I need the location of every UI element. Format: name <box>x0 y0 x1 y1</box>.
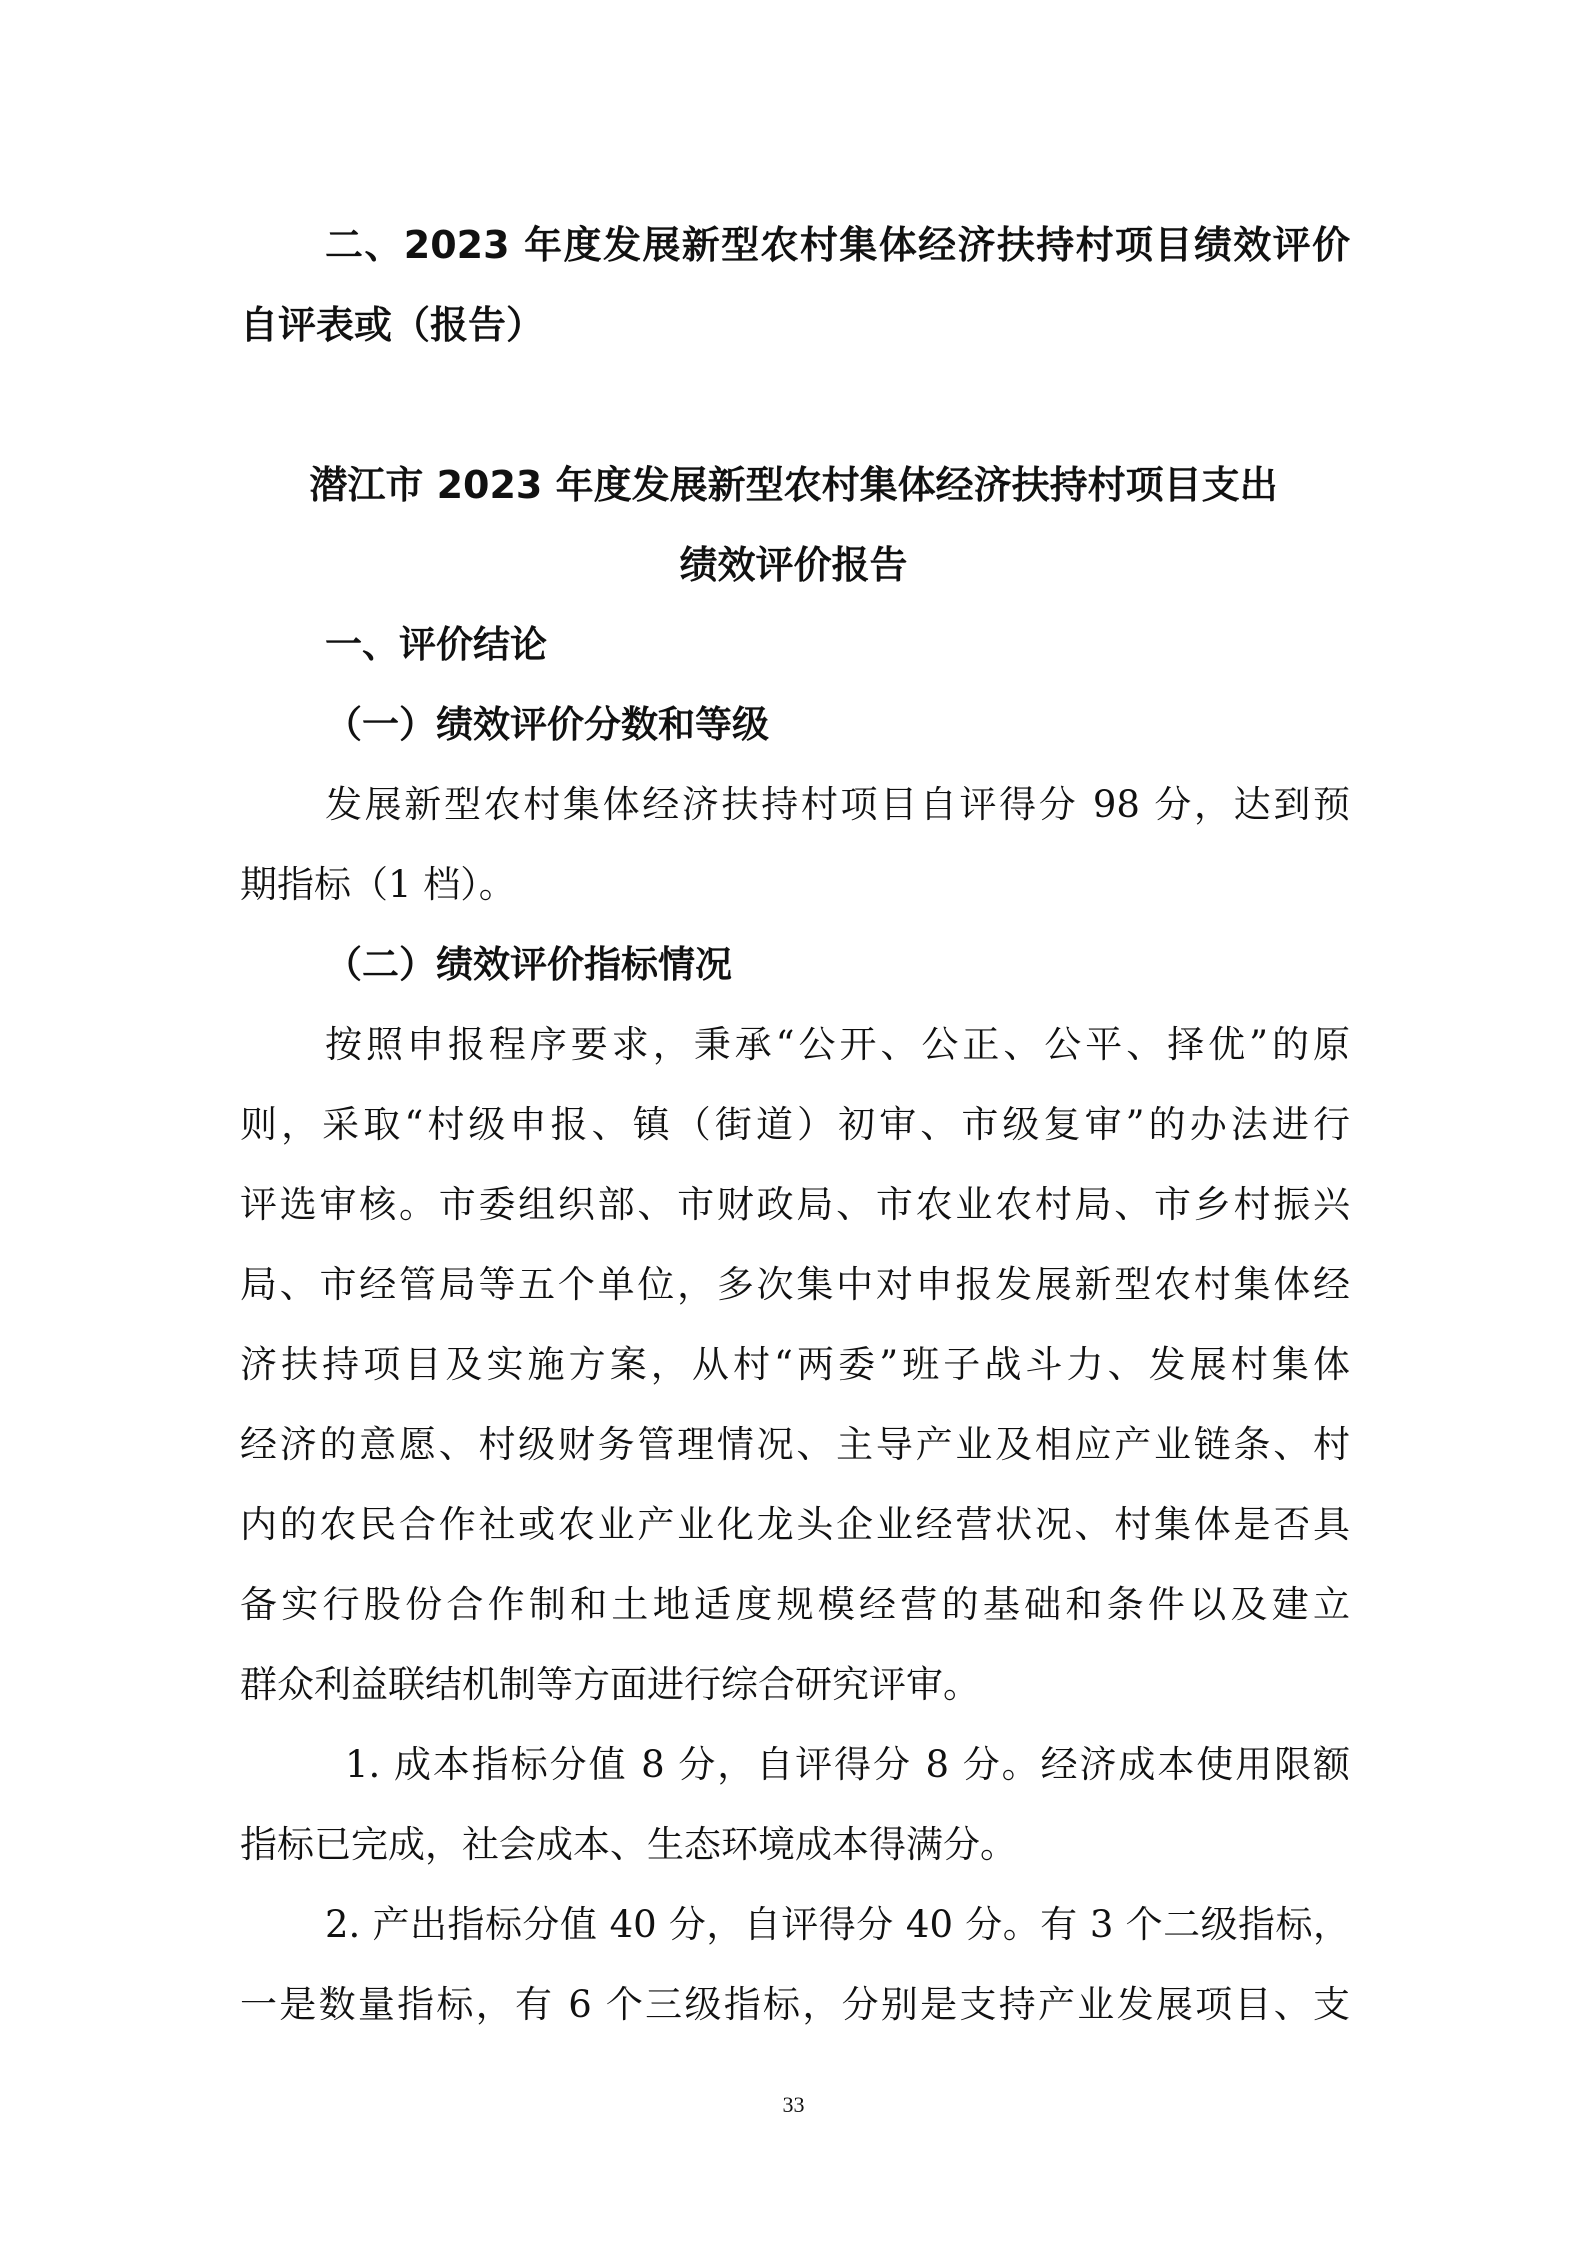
heading-evaluation-conclusion: 一、评价结论 <box>325 623 547 666</box>
para-review-line: 评选审核。市委组织部、市财政局、市农业农村局、市乡村振兴 <box>240 1183 1350 1226</box>
para-review-line: 备实行股份合作制和土地适度规模经营的基础和条件以及建立 <box>240 1583 1350 1626</box>
item-output-line-1: 2. 产出指标分值 40 分，自评得分 40 分。有 3 个二级指标， <box>325 1903 1350 1946</box>
para-review-line: 经济的意愿、村级财务管理情况、主导产业及相应产业链条、村 <box>240 1423 1350 1466</box>
section-heading-line-1: 二、2023 年度发展新型农村集体经济扶持村项目绩效评价 <box>325 223 1350 267</box>
para-score-line-1: 发展新型农村集体经济扶持村项目自评得分 98 分，达到预 <box>325 783 1350 826</box>
para-score-line-2: 期指标（1 档）。 <box>240 863 516 906</box>
section-heading-line-2: 自评表或（报告） <box>240 303 545 347</box>
page-number: 33 <box>782 2092 805 2117</box>
report-title-line-1: 潜江市 2023 年度发展新型农村集体经济扶持村项目支出 <box>309 463 1278 507</box>
para-review-line: 群众利益联结机制等方面进行综合研究评审。 <box>240 1663 980 1706</box>
para-review-line: 则，采取“村级申报、镇（街道）初审、市级复审”的办法进行 <box>240 1103 1350 1146</box>
item-cost-line-1: 1. 成本指标分值 8 分，自评得分 8 分。经济成本使用限额 <box>345 1743 1350 1786</box>
para-review-line: 内的农民合作社或农业产业化龙头企业经营状况、村集体是否具 <box>240 1503 1350 1546</box>
subheading-score-grade: （一）绩效评价分数和等级 <box>325 703 769 746</box>
para-review-line: 按照申报程序要求，秉承“公开、公正、公平、择优”的原 <box>325 1023 1350 1066</box>
para-review-line: 济扶持项目及实施方案，从村“两委”班子战斗力、发展村集体 <box>240 1343 1350 1386</box>
item-cost-line-2: 指标已完成，社会成本、生态环境成本得满分。 <box>240 1823 1017 1866</box>
para-review-line: 局、市经管局等五个单位，多次集中对申报发展新型农村集体经 <box>240 1263 1350 1306</box>
subheading-indicator-status: （二）绩效评价指标情况 <box>325 943 732 986</box>
item-output-line-2: 一是数量指标，有 6 个三级指标，分别是支持产业发展项目、支 <box>240 1983 1350 2026</box>
report-title-line-2: 绩效评价报告 <box>679 543 908 587</box>
